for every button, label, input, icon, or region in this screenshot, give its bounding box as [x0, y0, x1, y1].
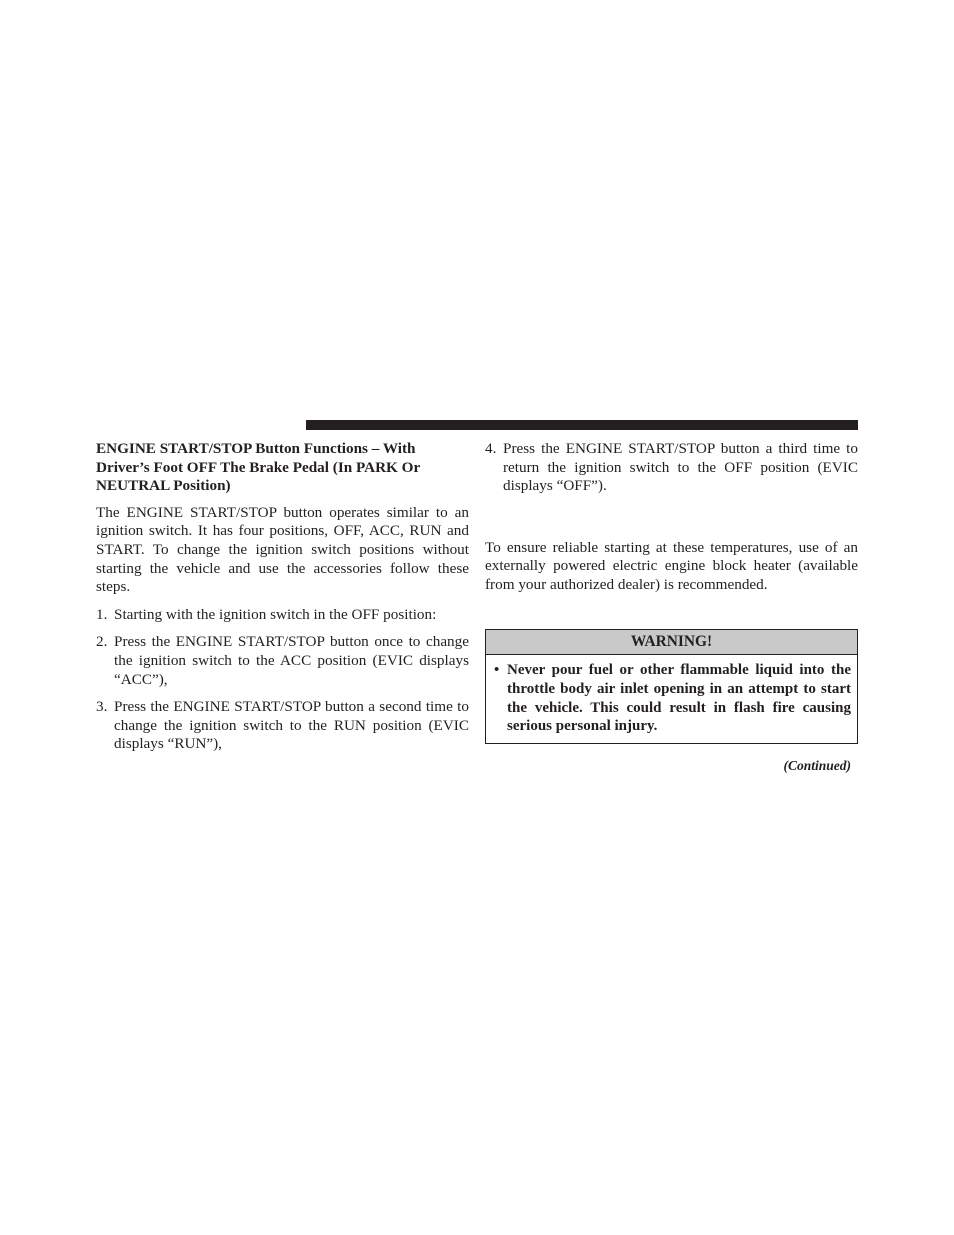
- continued-label: (Continued): [783, 758, 851, 773]
- step-text: Press the ENGINE START/STOP button a second time to change the ignition switch to the RUN position (EVIC displays “RUN”),: [114, 698, 469, 753]
- step-number: 2.: [96, 633, 108, 651]
- list-item: [96, 698, 469, 754]
- warning-box: [485, 629, 858, 744]
- step-number: 4.: [485, 440, 497, 457]
- warning-body: [486, 655, 857, 743]
- step-text: Starting with the ignition switch in the OFF position:: [114, 605, 437, 623]
- left-column: [96, 440, 469, 763]
- header-rule: [306, 420, 858, 430]
- step-text: Press the ENGINE START/STOP button once to change the ignition switch to the ACC position (EVIC displays “ACC”),: [114, 633, 469, 688]
- spacer: [485, 505, 858, 539]
- warning-text: Never pour fuel or other flammable liquid into the throttle body air inlet opening in an attempt to start the vehicle. This could result in flash fire causing serious personal injury.: [507, 662, 851, 735]
- heater-paragraph: To ensure reliable starting at these temperatures, use of an externally powered electric engine block heater (available from your authorized dealer) is recommended.: [485, 538, 858, 593]
- step-number: 3.: [96, 698, 108, 716]
- step-text: Press the ENGINE START/STOP button a third time to return the ignition switch to the OFF position (EVIC displays “OFF”).: [503, 440, 858, 495]
- step-number: 1.: [96, 605, 108, 623]
- bullet-icon: •: [494, 662, 500, 678]
- section-heading: ENGINE START/STOP Button Functions – With Driver’s Foot OFF The Brake Pedal (In PARK Or NEUTRAL Position): [96, 440, 420, 495]
- right-column: [485, 440, 858, 595]
- list-item: [96, 633, 469, 689]
- list-item: [96, 606, 469, 625]
- list-item: [485, 440, 858, 496]
- intro-paragraph: The ENGINE START/STOP button operates similar to an ignition switch. It has four positions, OFF, ACC, RUN and START. To change the ignition switch positions without starting the vehicle and use the accessories follow these steps.: [96, 503, 469, 596]
- warning-title: WARNING!: [486, 630, 857, 655]
